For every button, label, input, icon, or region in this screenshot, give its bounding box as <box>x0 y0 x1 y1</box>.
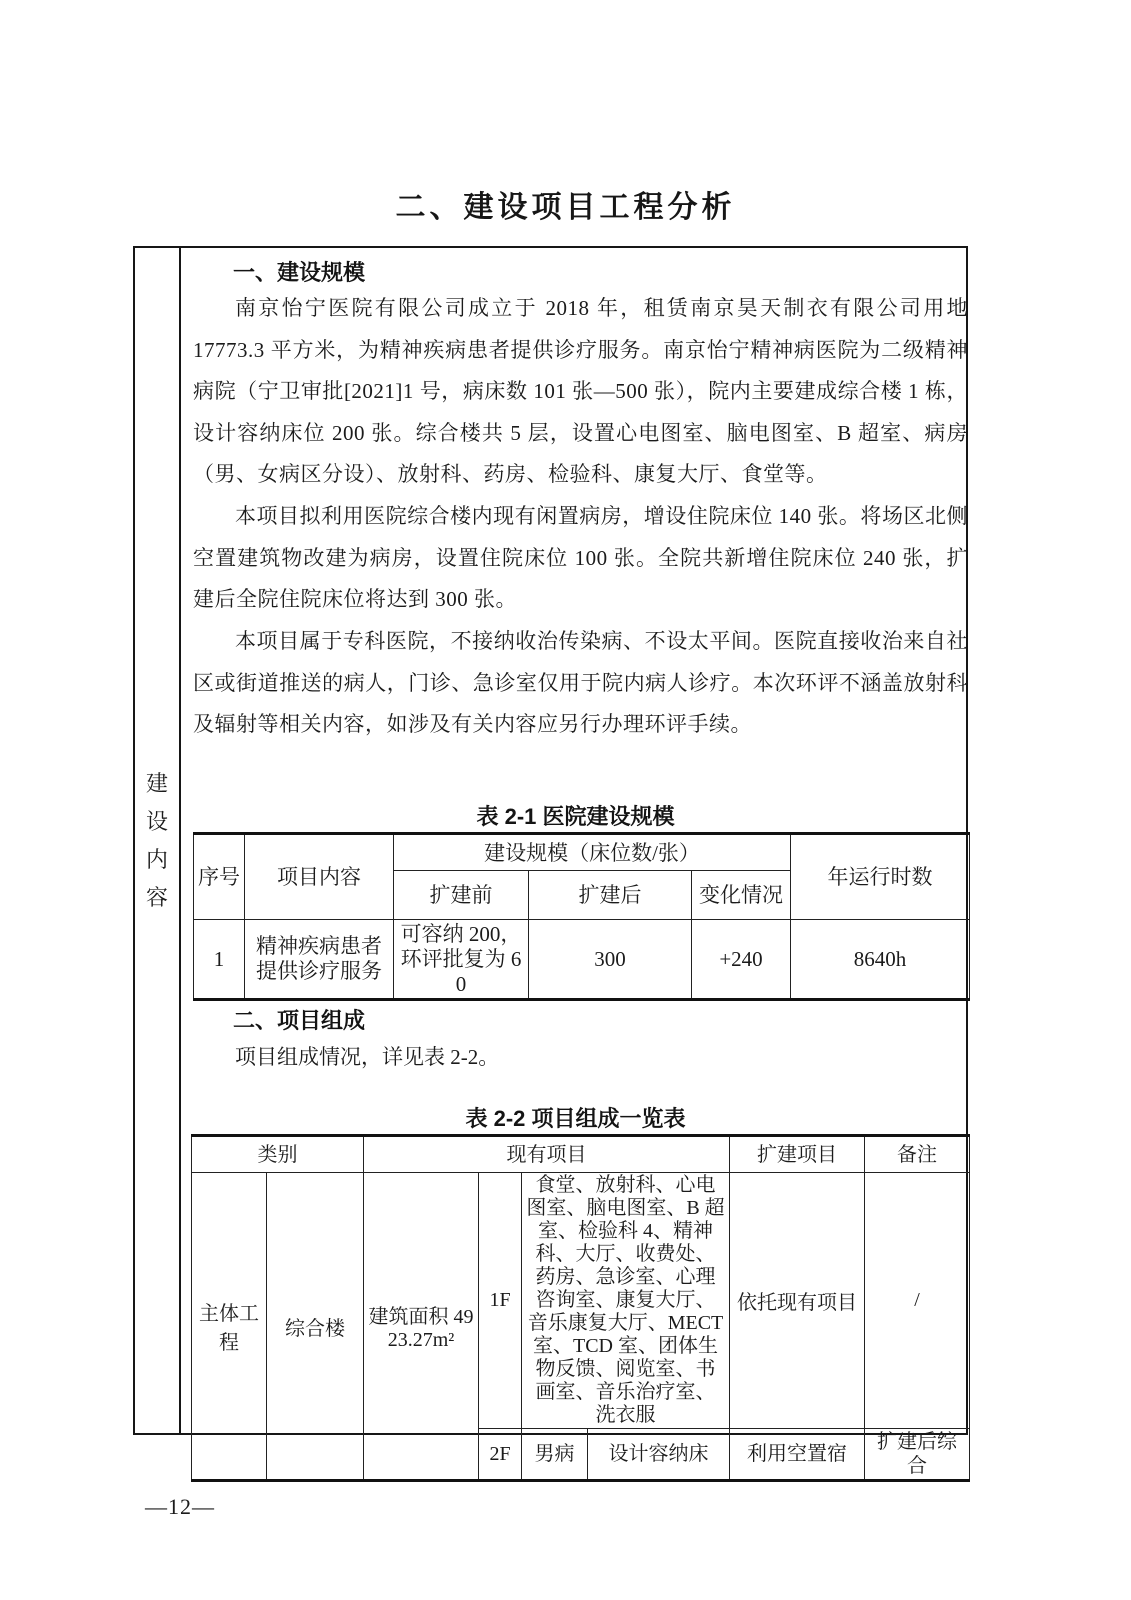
side-label-char: 容 <box>145 884 168 910</box>
t2-header-existing: 现有项目 <box>364 1136 730 1173</box>
t1-header-after: 扩建后 <box>529 871 692 920</box>
side-label-char: 建 <box>145 770 168 796</box>
t2-cell-expansion-2f: 利用空置宿 <box>730 1429 865 1481</box>
table-row <box>194 920 970 1000</box>
t2-cell-floor-1f: 1F <box>479 1173 522 1429</box>
side-label-char: 设 <box>145 808 168 834</box>
t2-cell-remark-2f: 扩建后综合 <box>865 1429 970 1481</box>
section1-paragraph-1: 南京怡宁医院有限公司成立于 2018 年，租赁南京昊天制衣有限公司用地 17773.3 平方米，为精神疾病患者提供诊疗服务。南京怡宁精神病医院为二级精神病院（宁卫审批[2021]1 号，病床数 101 张—500 张），院内主要建成综合楼 1 栋，设计容纳床位 200 张。综合楼共 5 层，设置心电图室、脑电图室、B 超室、病房（男、女病区分设）、放射科、药房、检验科、康复大厅、食堂等。 <box>193 296 968 486</box>
t1-header-content: 项目内容 <box>245 834 394 920</box>
t1-header-annual-hours: 年运行时数 <box>791 834 970 920</box>
t1-cell-before: 可容纳 200，环评批复为 60 <box>394 920 529 1000</box>
table-2-1-title: 表 2-1 医院建设规模 <box>476 804 675 829</box>
t1-header-before: 扩建前 <box>394 871 529 920</box>
table-2-2-title: 表 2-2 项目组成一览表 <box>465 1106 686 1131</box>
t2-cell-rooms-1f: 食堂、放射科、心电图室、脑电图室、B 超室、检验科 4、精神科、大厅、收费处、药房、急诊室、心理咨询室、康复大厅、音乐康复大厅、MECT 室、TCD 室、团体生物反馈、阅览室、书画室、音乐治疗室、洗衣服 <box>522 1173 730 1429</box>
table-2-1 <box>193 832 970 1001</box>
t1-cell-content: 精神疾病患者提供诊疗服务 <box>245 920 394 1000</box>
content-area <box>181 248 970 1477</box>
page-number: —12— <box>145 1494 215 1519</box>
side-label-column <box>135 248 181 1433</box>
page-title: 二、建设项目工程分析 <box>395 191 736 224</box>
table-row <box>192 1173 970 1429</box>
t1-cell-after: 300 <box>529 920 692 1000</box>
section2-paragraph: 项目组成情况，详见表 2-2。 <box>235 1045 500 1069</box>
section1-heading: 一、建设规模 <box>233 260 366 285</box>
t2-cell-remark-1f: / <box>865 1173 970 1429</box>
t2-header-category: 类别 <box>192 1136 364 1173</box>
side-label-vertical-text <box>146 772 168 910</box>
t1-header-scale-group: 建设规模（床位数/张） <box>394 834 791 871</box>
section1-paragraph-3: 本项目属于专科医院，不接纳收治传染病、不设太平间。医院直接收治来自社区或街道推送的病人，门诊、急诊室仅用于院内病人诊疗。本次环评不涵盖放射科及辐射等相关内容，如涉及有关内容应另行办理环评手续。 <box>193 629 968 736</box>
side-label-char: 内 <box>145 846 168 872</box>
t2-cell-ward-2f: 男病 <box>522 1429 588 1481</box>
t1-cell-change: +240 <box>692 920 791 1000</box>
t2-header-expansion: 扩建项目 <box>730 1136 865 1173</box>
table-2-2 <box>191 1134 970 1482</box>
content-border-box <box>133 246 968 1477</box>
t2-header-remark: 备注 <box>865 1136 970 1173</box>
section2-heading: 二、项目组成 <box>233 1008 366 1033</box>
t1-header-change: 变化情况 <box>692 871 791 920</box>
t1-cell-annual-hours: 8640h <box>791 920 970 1000</box>
t2-cell-design-2f: 设计容纳床 <box>588 1429 730 1481</box>
t2-cell-area: 建筑面积 4923.27m² <box>364 1173 479 1481</box>
section1-paragraph-2: 本项目拟利用医院综合楼内现有闲置病房，增设住院床位 140 张。将场区北侧空置建筑物改建为病房，设置住院床位 100 张。全院共新增住院床位 240 张，扩建后全院住院床位将达到 300 张。 <box>193 504 968 611</box>
t2-cell-expansion-1f: 依托现有项目 <box>730 1173 865 1429</box>
t2-cell-category-main: 主体工程 <box>192 1173 267 1481</box>
t2-cell-floor-2f: 2F <box>479 1429 522 1481</box>
t1-header-seq: 序号 <box>194 834 245 920</box>
t2-cell-category-sub: 综合楼 <box>267 1173 364 1481</box>
t1-cell-seq: 1 <box>194 920 245 1000</box>
